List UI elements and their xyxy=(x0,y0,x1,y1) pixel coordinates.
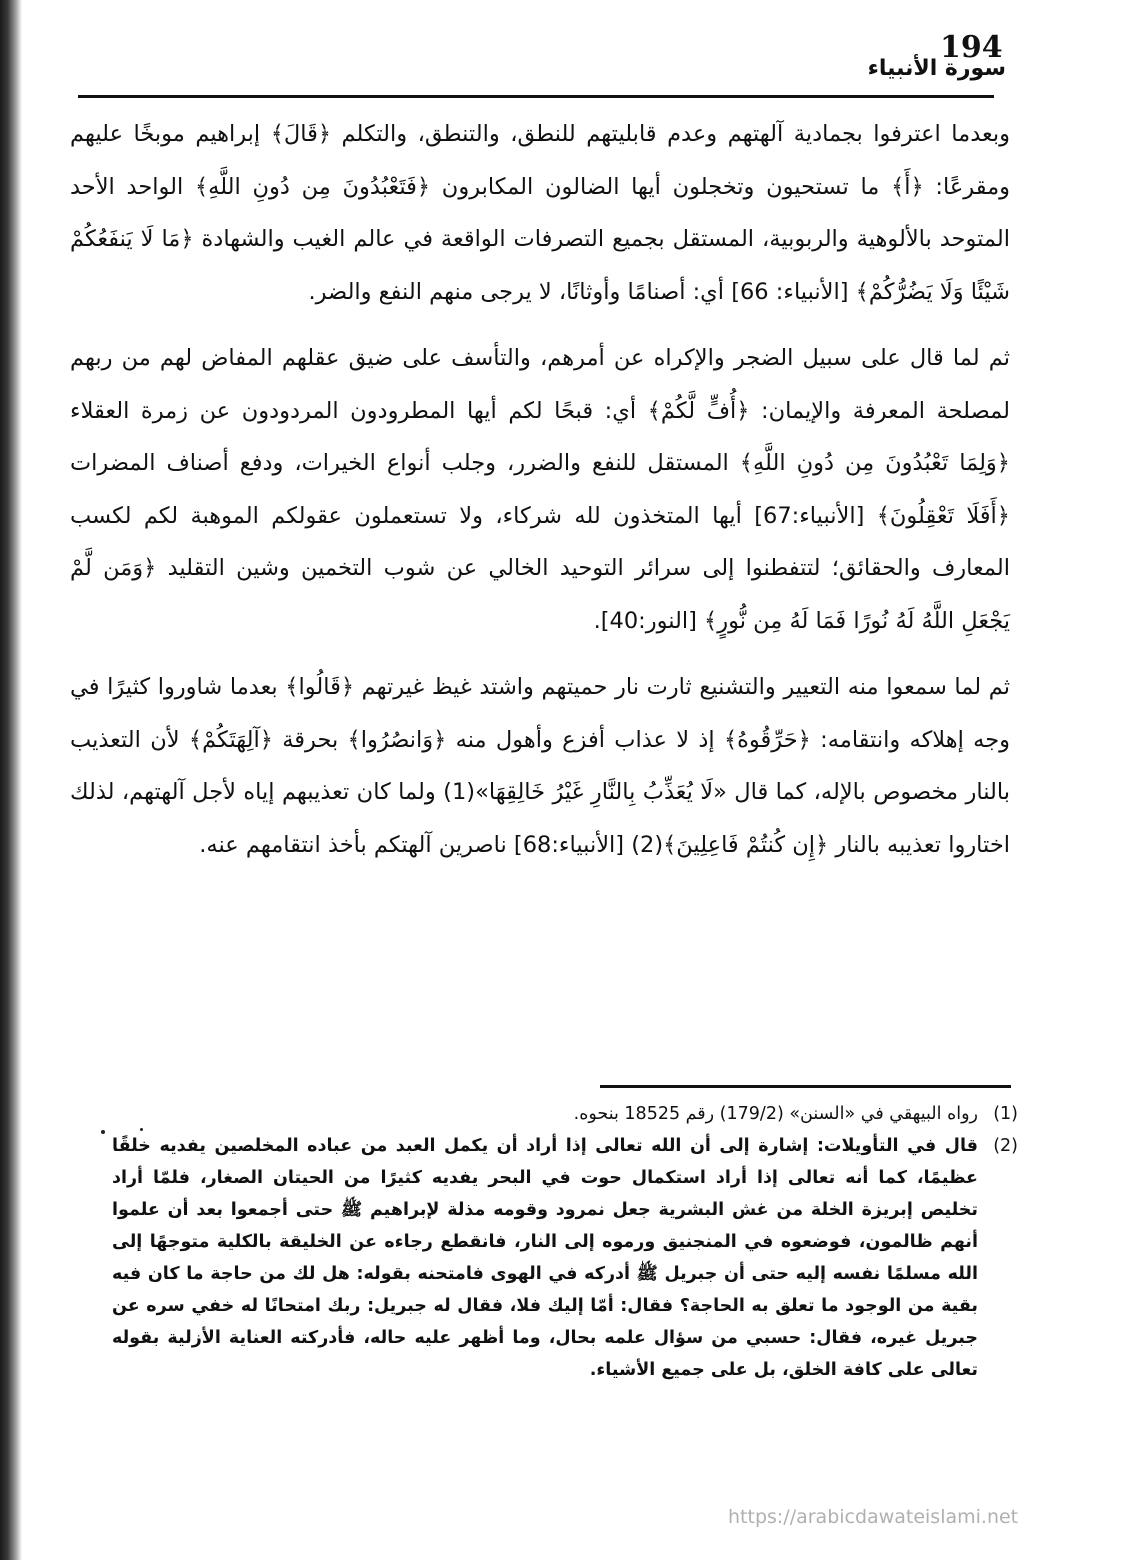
main-text xyxy=(70,108,1010,1008)
page-number: 194 xyxy=(940,30,1003,65)
footnote-rule xyxy=(600,1085,1011,1088)
footnote-number: (1) xyxy=(993,1104,1018,1124)
surah-title: سورة الأنبياء xyxy=(867,56,1006,81)
watermark-url: https://arabicdawateislami.net xyxy=(728,1506,1019,1528)
footnote-number: (2) xyxy=(993,1136,1018,1156)
footnote-1 xyxy=(112,1098,1018,1130)
scan-speck xyxy=(140,1128,143,1131)
paragraph-1: وبعدما اعترفوا بجمادية آلهتهم وعدم قابليتهم للنطق، والتنطق، والتكلم ﴿قَالَ﴾ إبراهيم موبخًا عليهم ومقرعًا: ﴿أَ﴾ ما تستحيون وتخجلون أيها الضالون المكابرون ﴿فَتَعْبُدُونَ مِن دُونِ اللَّهِ﴾ الواحد الأحد المتوحد بالألوهية والربوبية، المستقل بجميع التصرفات الواقعة في عالم الغيب والشهادة ﴿مَا لَا يَنفَعُكُمْ شَيْئًا وَلَا يَضُرُّكُمْ﴾ [الأنبياء: 66] أي: أصنامًا وأوثانًا، لا يرجى منهم النفع والضر. xyxy=(70,121,1010,305)
footnotes xyxy=(112,1098,1018,1478)
footnote-text: رواه البيهقي في «السنن» (179/2) رقم 18525 بنحوه. xyxy=(573,1104,978,1124)
footnote-text: قال في التأويلات: إشارة إلى أن الله تعالى إذا أراد أن يكمل العبد من عباده المخلصين يفديه خلقًا عظيمًا، كما أنه تعالى إذا أراد استكمال حوت في البحر يفديه كثيرًا من الحيتان الصغار، فلمّا أراد تخليص إبريزة الخلة من غش البشرية جعل نمرود وقومه مذلة لإبراهيم ﷺ حتى أجمعوا بعد أن علموا أنهم ظالمون، فوضعوه في المنجنيق ورموه إلى النار، فانقطع رجاءه عن الخليقة بالكلية متوجهًا إلى الله مسلمًا نفسه إليه حتى أن جبريل ﷺ أدركه في الهوى فامتحنه بقوله: هل لك من حاجة ما كان فيه بقية من الوجود ما تعلق به الحاجة؟ فقال: أمّا إليك فلا، فقال له جبريل: ربك امتحانًا له خفي سره عن جبريل غيره، فقال: حسبي من سؤال علمه بحال، وما أظهر عليه حاله، فأدركته العناية الأزلية بقوله تعالى على كافة الخلق، بل على جميع الأشياء. xyxy=(112,1136,978,1380)
scan-shadow-edge xyxy=(0,0,22,1560)
paragraph-2: ثم لما قال على سبيل الضجر والإكراه عن أمرهم، والتأسف على ضيق عقلهم المفاض لهم من ربهم لمصلحة المعرفة والإيمان: ﴿أُفٍّ لَّكُمْ﴾ أي: قبحًا لكم أيها المطرودون المردودون عن زمرة العقلاء ﴿وَلِمَا تَعْبُدُونَ مِن دُونِ اللَّهِ﴾ المستقل للنفع والضرر، وجلب أنواع الخيرات، ودفع أصناف المضرات ﴿أَفَلَا تَعْقِلُونَ﴾ [الأنبياء:67] أيها المتخذون لله شركاء، ولا تستعملون عقولكم الموهبة لكم لكسب المعارف والحقائق؛ لتتفطنوا إلى سرائر التوحيد الخالي عن شوب التخمين وشين التقليد ﴿وَمَن لَّمْ يَجْعَلِ اللَّهُ لَهُ نُورًا فَمَا لَهُ مِن نُّورٍ﴾ [النور:40]. xyxy=(70,345,1010,634)
scan-speck xyxy=(101,1130,105,1134)
paragraph-3: ثم لما سمعوا منه التعيير والتشنيع ثارت نار حميتهم واشتد غيظ غيرتهم ﴿قَالُوا﴾ بعدما شاوروا كثيرًا في وجه إهلاكه وانتقامه: ﴿حَرِّقُوهُ﴾ إذ لا عذاب أفزع وأهول منه ﴿وَانصُرُوا﴾ بحرقة ﴿آلِهَتَكُمْ﴾ لأن التعذيب بالنار مخصوص بالإله، كما قال «لَا يُعَذِّبُ بِالنَّارِ غَيْرُ خَالِقِهَا»(1) ولما كان تعذيبهم إياه لأجل آلهتهم، لذلك اختاروا تعذيبه بالنار ﴿إِن كُنتُمْ فَاعِلِينَ﴾(2) [الأنبياء:68] ناصرين آلهتكم بأخذ انتقامهم عنه. xyxy=(70,674,1010,858)
footnote-2 xyxy=(112,1130,1018,1386)
header-rule xyxy=(78,95,994,98)
